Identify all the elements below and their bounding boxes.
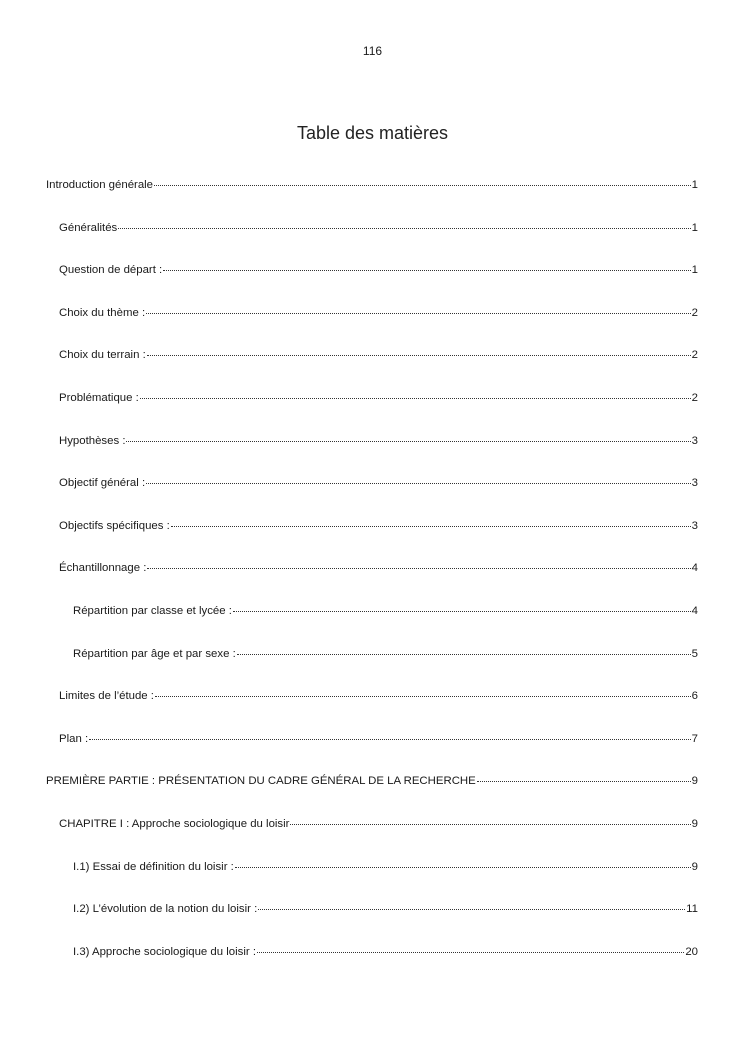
toc-entry-label: Plan : bbox=[59, 732, 89, 745]
toc-entry[interactable] bbox=[59, 433, 698, 449]
dot-leader bbox=[146, 483, 691, 484]
toc-entry-page: 2 bbox=[691, 306, 698, 319]
toc-entry[interactable] bbox=[59, 816, 698, 832]
toc-entry[interactable] bbox=[73, 901, 698, 917]
toc-entry-label: Choix du terrain : bbox=[59, 349, 146, 362]
toc-entry[interactable] bbox=[73, 859, 698, 875]
toc-entry-label: Objectifs spécifiques : bbox=[59, 519, 170, 532]
dot-leader bbox=[155, 696, 691, 697]
dot-leader bbox=[126, 441, 690, 442]
toc-entry[interactable] bbox=[46, 177, 698, 193]
toc-entry-page: 1 bbox=[691, 179, 698, 191]
toc-entry-label: CHAPITRE I : Approche sociologique du loisir bbox=[59, 818, 290, 830]
toc-entry-label: Généralités bbox=[59, 221, 118, 234]
toc-entry-page: 9 bbox=[691, 860, 698, 873]
toc-entry-label: I.3) Approche sociologique du loisir : bbox=[73, 945, 256, 958]
toc-entry[interactable] bbox=[59, 731, 698, 747]
toc-entry-page: 2 bbox=[691, 392, 698, 404]
dot-leader bbox=[140, 398, 691, 399]
toc-entry-label: I.1) Essai de définition du loisir : bbox=[73, 860, 234, 873]
toc-entry-page: 2 bbox=[691, 349, 698, 362]
toc-entry[interactable] bbox=[59, 305, 698, 321]
dot-leader bbox=[258, 909, 685, 910]
toc-entry-page: 3 bbox=[691, 477, 698, 490]
toc-entry-page: 3 bbox=[691, 519, 698, 532]
dot-leader bbox=[147, 568, 690, 569]
toc-entry[interactable] bbox=[59, 560, 698, 576]
dot-leader bbox=[257, 952, 684, 953]
page-number: 116 bbox=[362, 44, 383, 58]
toc-entry-page: 6 bbox=[691, 690, 698, 703]
toc-entry[interactable] bbox=[73, 944, 698, 960]
toc-entry[interactable] bbox=[59, 518, 698, 534]
toc-entry[interactable] bbox=[73, 646, 698, 662]
toc-entry[interactable] bbox=[59, 262, 698, 278]
toc-entry-page: 1 bbox=[691, 264, 698, 277]
toc-entry-label: PREMIÈRE PARTIE : PRÉSENTATION DU CADRE GÉNÉRAL DE LA RECHERCHE bbox=[46, 775, 476, 788]
toc-entry-label: Répartition par âge et par sexe : bbox=[73, 647, 236, 660]
toc-entry-label: I.2) L’évolution de la notion du loisir : bbox=[73, 903, 258, 916]
toc-entry-page: 20 bbox=[685, 945, 698, 958]
toc-entry-label: Hypothèses : bbox=[59, 434, 126, 447]
toc-entry-label: Répartition par classe et lycée : bbox=[73, 605, 232, 617]
toc-entry-label: Introduction générale bbox=[46, 179, 154, 191]
toc-entry-page: 4 bbox=[691, 605, 698, 617]
toc-entry[interactable] bbox=[59, 220, 698, 236]
toc-entry[interactable] bbox=[73, 603, 698, 619]
toc-entry[interactable] bbox=[59, 347, 698, 363]
toc-entry-label: Échantillonnage : bbox=[59, 562, 147, 575]
dot-leader bbox=[477, 781, 691, 782]
toc-entry-label: Problématique : bbox=[59, 392, 139, 404]
toc-entry-label: Limites de l’étude : bbox=[59, 690, 154, 703]
dot-leader bbox=[154, 185, 691, 186]
toc-entry-label: Objectif général : bbox=[59, 477, 146, 490]
toc-entry[interactable] bbox=[46, 773, 698, 789]
toc-entry-page: 4 bbox=[691, 562, 698, 575]
toc-entry-page: 11 bbox=[686, 903, 698, 916]
toc-entry[interactable] bbox=[59, 475, 698, 491]
dot-leader bbox=[290, 824, 690, 825]
toc-entry[interactable] bbox=[59, 390, 698, 406]
dot-leader bbox=[237, 654, 691, 655]
dot-leader bbox=[118, 228, 690, 229]
toc-entry-page: 5 bbox=[691, 647, 698, 660]
dot-leader bbox=[89, 739, 691, 740]
toc-entry-page: 7 bbox=[691, 732, 698, 745]
dot-leader bbox=[235, 867, 691, 868]
dot-leader bbox=[146, 313, 691, 314]
dot-leader bbox=[147, 355, 691, 356]
toc-entry-page: 3 bbox=[691, 434, 698, 447]
toc-entry-page: 1 bbox=[691, 221, 698, 234]
page-title: Table des matières bbox=[296, 123, 449, 143]
dot-leader bbox=[163, 270, 690, 271]
toc-entry-page: 9 bbox=[691, 775, 698, 788]
dot-leader bbox=[233, 611, 691, 612]
toc-entry[interactable] bbox=[59, 688, 698, 704]
toc-entry-label: Question de départ : bbox=[59, 264, 163, 277]
toc-entry-label: Choix du thème : bbox=[59, 306, 146, 319]
toc-entry-page: 9 bbox=[691, 818, 698, 830]
dot-leader bbox=[171, 526, 691, 527]
